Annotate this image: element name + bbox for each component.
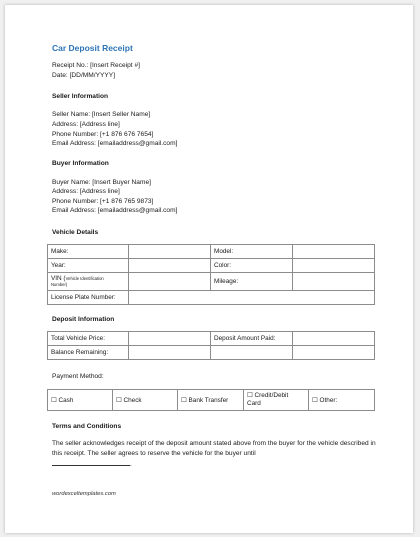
payment-option-label: Check [123,397,142,404]
receipt-date: Date: [DD/MM/YYYY] [52,72,116,79]
payment-option-label: Other: [319,397,338,404]
checkbox-icon[interactable]: ☐ [312,397,318,404]
vehicle-table [47,244,375,305]
balance-label: Balance Remaining: [48,346,129,360]
make-label: Make: [48,245,129,259]
vin-value[interactable] [129,273,211,291]
checkbox-icon[interactable]: ☐ [247,392,253,399]
model-label: Model: [211,245,293,259]
document-title: Car Deposit Receipt [52,43,133,53]
payment-option-label: Bank Transfer [188,397,229,404]
deposit-table [47,331,375,360]
empty-cell [211,346,293,360]
footer-site: wordexceltemplates.com [52,491,116,497]
payment-table [47,389,375,411]
buyer-address: Address: [Address line] [52,188,120,195]
deposit-heading: Deposit Information [52,316,115,323]
total-price-value[interactable] [129,332,211,346]
receipt-number: Receipt No.: [Insert Receipt #] [52,62,140,69]
buyer-email: Email Address: [emailaddress@gmail.com] [52,207,178,214]
deposit-paid-label: Deposit Amount Paid: [211,332,293,346]
table-row [48,259,375,273]
checkbox-icon[interactable]: ☐ [51,397,57,404]
empty-cell [293,346,375,360]
buyer-phone: Phone Number: [+1 876 765 9873] [52,198,154,205]
table-row [48,390,375,411]
table-row [48,291,375,305]
vin-label-small-a: Vehicle Identification [65,275,104,281]
table-row [48,346,375,360]
payment-method-label: Payment Method: [52,373,104,380]
payment-option-other[interactable] [309,390,375,411]
receipt-page [5,5,413,533]
table-row [48,332,375,346]
payment-option-label: Cash [58,397,74,404]
year-value[interactable] [129,259,211,273]
terms-heading: Terms and Conditions [52,423,122,430]
terms-text: The seller acknowledges receipt of the deposit amount stated above from the buyer for the vehicle described in this receipt. The seller agrees to reserve the vehicle for the buyer until . [52,440,376,468]
payment-option-check[interactable] [113,390,178,411]
year-label: Year: [48,259,129,273]
model-value[interactable] [293,245,375,259]
seller-email: Email Address: [emailaddress@gmail.com] [52,140,178,147]
color-label: Color: [211,259,293,273]
seller-phone: Phone Number: [+1 876 676 7654] [52,131,154,138]
plate-label: License Plate Number: [48,291,129,305]
date-blank-line[interactable] [52,459,130,466]
payment-option-cash[interactable] [48,390,113,411]
total-price-label: Total Vehicle Price: [48,332,129,346]
terms-paragraph: The seller acknowledges receipt of the deposit amount stated above from the buyer for the vehicle described in this receipt. The seller agrees to reserve the vehicle for the buyer until [52,440,376,457]
payment-option-bank-transfer[interactable] [178,390,244,411]
seller-heading: Seller Information [52,93,109,100]
vin-label [48,273,129,291]
payment-option-credit-debit-card[interactable] [244,390,309,411]
seller-name: Seller Name: [Insert Seller Name] [52,111,151,118]
table-row [48,273,375,291]
seller-address: Address: [Address line] [52,121,120,128]
vehicle-heading: Vehicle Details [52,229,99,236]
payment-option-label-cont: Card [247,400,261,407]
checkbox-icon[interactable]: ☐ [116,397,122,404]
vin-label-small-b: Number) [51,281,68,287]
deposit-paid-value[interactable] [293,332,375,346]
make-value[interactable] [129,245,211,259]
checkbox-icon[interactable]: ☐ [181,397,187,404]
payment-option-label: Credit/Debit [254,392,289,399]
vin-label-text: VIN ( [51,274,66,282]
balance-value[interactable] [129,346,211,360]
mileage-value[interactable] [293,273,375,291]
buyer-name: Buyer Name: [Insert Buyer Name] [52,179,151,186]
mileage-label: Mileage: [211,273,293,291]
buyer-heading: Buyer Information [52,160,109,167]
table-row [48,245,375,259]
color-value[interactable] [293,259,375,273]
plate-value[interactable] [129,291,375,305]
